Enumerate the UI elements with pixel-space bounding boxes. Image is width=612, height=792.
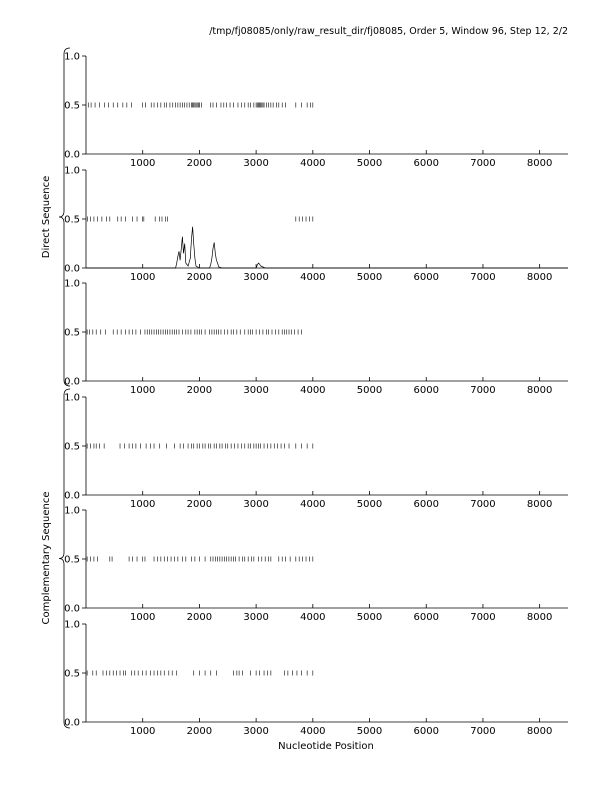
panel-complementary-frame-3 (64, 620, 568, 738)
panels-group (64, 52, 568, 738)
x-tick-label: 8000 (526, 158, 553, 169)
x-tick-label: 7000 (470, 272, 496, 283)
x-tick-label: 5000 (356, 385, 383, 396)
x-tick-label: 7000 (470, 499, 496, 510)
x-tick-label: 4000 (300, 158, 326, 169)
x-tick-label: 3000 (243, 158, 269, 169)
y-tick-label: 0.0 (64, 603, 80, 615)
x-tick-label: 4000 (300, 726, 326, 737)
x-tick-label: 6000 (413, 158, 439, 169)
page-title: /tmp/fj08085/only/raw_result_dir/fj08085, Order 5, Window 96, Step 12, 2/2 (209, 26, 568, 37)
x-tick-label: 5000 (356, 612, 383, 623)
panel-direct-frame-1 (64, 52, 568, 170)
x-tick-label: 2000 (186, 385, 213, 396)
x-tick-label: 7000 (470, 612, 496, 623)
x-tick-label: 3000 (243, 726, 269, 737)
x-tick-label: 2000 (186, 272, 213, 283)
x-tick-label: 1000 (129, 726, 156, 737)
x-tick-label: 2000 (186, 499, 213, 510)
y-tick-label: 0.0 (64, 149, 80, 161)
y-tick-label: 0.0 (64, 490, 80, 502)
x-tick-label: 7000 (470, 158, 496, 169)
x-tick-label: 3000 (243, 385, 269, 396)
x-tick-label: 6000 (413, 612, 439, 623)
x-tick-label: 4000 (300, 612, 326, 623)
x-tick-label: 4000 (300, 385, 326, 396)
x-tick-label: 8000 (526, 499, 553, 510)
x-tick-label: 4000 (300, 272, 326, 283)
y-tick-label: 0.0 (64, 263, 80, 275)
x-tick-label: 4000 (300, 499, 326, 510)
y-tick-label: 0.5 (64, 214, 80, 226)
y-tick-label: 1.0 (64, 505, 80, 517)
x-tick-label: 1000 (129, 499, 156, 510)
x-tick-label: 2000 (186, 158, 213, 169)
x-tick-label: 3000 (243, 612, 269, 623)
y-tick-label: 0.5 (64, 668, 80, 680)
y-tick-label: 1.0 (64, 392, 80, 404)
x-tick-label: 7000 (470, 385, 496, 396)
x-tick-label: 3000 (243, 272, 269, 283)
x-tick-label: 6000 (413, 385, 439, 396)
y-tick-label: 1.0 (64, 278, 80, 290)
x-tick-label: 1000 (129, 612, 156, 623)
x-tick-label: 2000 (186, 612, 213, 623)
y-tick-label: 0.5 (64, 441, 80, 453)
y-tick-label: 0.5 (64, 554, 80, 566)
series-line (86, 227, 568, 268)
y-tick-label: 1.0 (64, 165, 80, 177)
x-tick-label: 8000 (526, 612, 553, 623)
y-tick-label: 0.0 (64, 376, 80, 388)
x-tick-label: 1000 (129, 385, 156, 396)
x-tick-label: 1000 (129, 158, 156, 169)
y-tick-label: 0.5 (64, 100, 80, 112)
x-tick-label: 5000 (356, 726, 383, 737)
panel-direct-frame-3 (64, 279, 568, 397)
x-tick-label: 8000 (526, 726, 553, 737)
x-tick-label: 7000 (470, 726, 496, 737)
x-tick-label: 3000 (243, 499, 269, 510)
x-tick-label: 8000 (526, 385, 553, 396)
direct-sequence-label: Direct Sequence (41, 175, 52, 259)
y-tick-label: 1.0 (64, 51, 80, 63)
x-tick-label: 8000 (526, 272, 553, 283)
x-tick-label: 6000 (413, 272, 439, 283)
complementary-sequence-label: Complementary Sequence (41, 491, 52, 625)
x-tick-label: 5000 (356, 158, 383, 169)
x-axis-title: Nucleotide Position (278, 741, 374, 752)
x-tick-label: 2000 (186, 726, 213, 737)
x-tick-label: 1000 (129, 272, 156, 283)
x-tick-label: 5000 (356, 272, 383, 283)
panel-complementary-frame-1 (64, 393, 568, 511)
y-tick-label: 0.0 (64, 717, 80, 729)
x-tick-label: 5000 (356, 499, 383, 510)
y-tick-label: 1.0 (64, 619, 80, 631)
x-tick-label: 6000 (413, 726, 439, 737)
panel-direct-frame-2 (64, 166, 568, 284)
y-tick-label: 0.5 (64, 327, 80, 339)
x-tick-label: 6000 (413, 499, 439, 510)
panel-complementary-frame-2 (64, 506, 568, 624)
